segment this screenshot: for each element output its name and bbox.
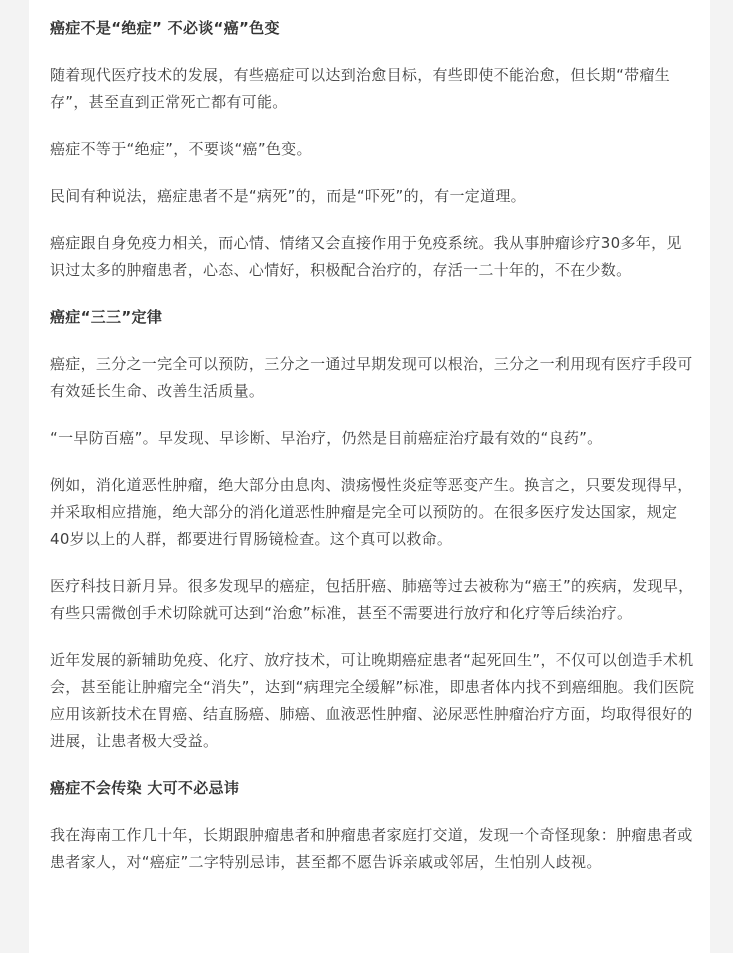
paragraph: 医疗科技日新月异。很多发现早的癌症，包括肝癌、肺癌等过去被称为“癌王”的疾病，发现早，有些只需微创手术切除就可达到“治愈”标准，甚至不需要进行放疗和化疗等后续治疗。: [50, 577, 694, 622]
paragraph: 我在海南工作几十年，长期跟肿瘤患者和肿瘤患者家庭打交道，发现一个奇怪现象：肿瘤患者或患者家人，对“癌症”二字特别忌讳，甚至都不愿告诉亲戚或邻居，生怕别人歧视。: [50, 826, 693, 871]
article-body: [29, 0, 710, 953]
paragraph: “一早防百癌”。早发现、早诊断、早治疗，仍然是目前癌症治疗最有效的“良药”。: [50, 429, 603, 447]
paragraph: 例如，消化道恶性肿瘤，绝大部分由息肉、溃疡慢性炎症等恶变产生。换言之，只要发现得早，并采取相应措施，绝大部分的消化道恶性肿瘤是完全可以预防的。在很多医疗发达国家，规定40岁以上的人群，都要进行胃肠镜检查。这个真可以救命。: [50, 476, 693, 548]
paragraph: 癌症跟自身免疫力相关，而心情、情绪又会直接作用于免疫系统。我从事肿瘤诊疗30多年，见识过太多的肿瘤患者，心态、心情好，积极配合治疗的，存活一二十年的，不在少数。: [50, 234, 682, 279]
paragraph: 近年发展的新辅助免疫、化疗、放疗技术，可让晚期癌症患者“起死回生”，不仅可以创造手术机会，甚至能让肿瘤完全“消失”，达到“病理完全缓解”标准，即患者体内找不到癌细胞。我们医院应用该新技术在胃癌、结直肠癌、肺癌、血液恶性肿瘤、泌尿恶性肿瘤治疗方面，均取得很好的进展，让患者极大受益。: [50, 651, 695, 750]
section-heading: 癌症不会传染 大可不必忌讳: [50, 779, 240, 797]
paragraph: 民间有种说法，癌症患者不是“病死”的，而是“吓死”的，有一定道理。: [50, 187, 526, 205]
page-margin: [710, 0, 733, 953]
paragraph: 随着现代医疗技术的发展，有些癌症可以达到治愈目标，有些即使不能治愈，但长期“带瘤生存”，甚至直到正常死亡都有可能。: [50, 66, 671, 111]
section-heading: 癌症不是“绝症” 不必谈“癌”色变: [50, 19, 280, 37]
article-content: [50, 15, 696, 896]
section-heading: 癌症“三三”定律: [50, 308, 163, 326]
paragraph: 癌症，三分之一完全可以预防，三分之一通过早期发现可以根治，三分之一利用现有医疗手段可有效延长生命、改善生活质量。: [50, 355, 693, 400]
paragraph: 癌症不等于“绝症”，不要谈“癌”色变。: [50, 140, 312, 158]
